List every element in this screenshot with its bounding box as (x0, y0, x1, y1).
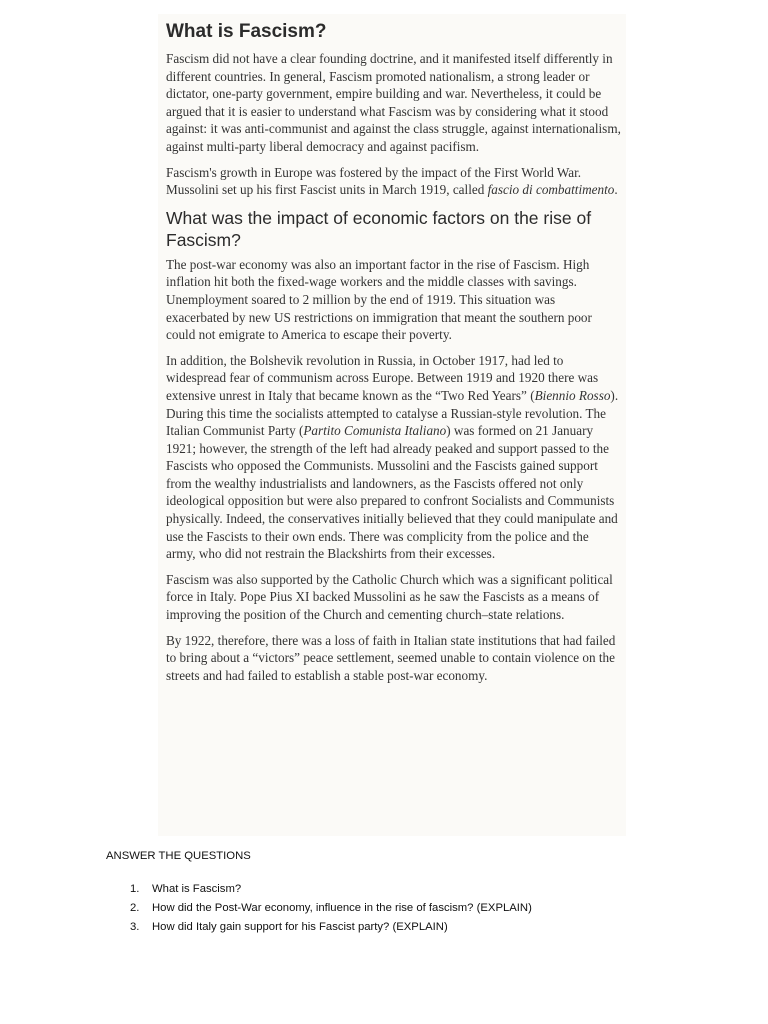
paragraph-loss-of-faith: By 1922, therefore, there was a loss of faith in Italian state institutions that had failed to bring about a “victors” peace settlement, seemed unable to contain violence on the streets and had failed to establish a stable post-war economy. (166, 632, 616, 683)
text-span: Fascism's growth in Europe was fostered by the impact of the First World War. Mussolini set up his first Fascist units in March 1919, called (166, 164, 582, 198)
section-heading-what-is-fascism: What is Fascism? (166, 21, 327, 42)
section-heading-economic-factors: What was the impact of economic factors on the rise of Fascism? (166, 207, 592, 250)
question-text: How did the Post-War economy, influence in the rise of fascism? (EXPLAIN) (152, 902, 532, 914)
paragraph-fascism-definition: Fascism did not have a clear founding doctrine, and it manifested itself differently in different countries. In general, Fascism promoted nationalism, a strong leader or dictator, one-party government, empire building and war. Nevertheless, it could be argued that it is easier to understand what Fascism was by considering what it stood against: it was anti-communist and against the class struggle, against internationalism, against multi-party liberal democracy and against pacifism. (166, 51, 621, 154)
paragraph-catholic-church: Fascism was also supported by the Catholic Church which was a significant political force in Italy. Pope Pius XI backed Mussolini as he saw the Fascists as a means of improving the position of the Church and cementing church–state relations. (166, 571, 613, 623)
question-number: 1. (130, 883, 140, 895)
italic-term: fascio di combattimento (487, 182, 615, 198)
question-item (130, 899, 666, 918)
text-span: ). During this time the socialists attempted to catalyse a Russian-style revolution. The Italian Communist Party ( (166, 387, 619, 439)
text-span: In addition, the Bolshevik revolution in Russia, in October 1917, had led to widespread fear of communism across Europe. Between 1919 and 1920 there was extensive unrest in Italy that became known as the “Two Red Years” ( (166, 352, 599, 403)
question-number: 3. (130, 921, 140, 933)
paragraph-fascism-growth (166, 164, 621, 199)
text-span: . (614, 182, 618, 198)
italic-term: Biennio Rosso (534, 387, 611, 403)
question-text: What is Fascism? (152, 883, 242, 895)
textbook-excerpt-content (166, 20, 621, 692)
questions-section (106, 848, 666, 937)
questions-list (106, 880, 666, 937)
text-span: ) was formed on 21 January 1921; however, the strength of the left had already peaked and support passed to the Fascists who opposed the Communists. Mussolini and the Fascists gained support from the wealthy industrialists and landowners, as the Fascists offered not only ideological opposition but were also prepared to confront Socialists and Communists physically. Indeed, the conservatives initially believed that they could manipulate and use the Fascists to their own ends. There was complicity from the police and the army, who did not restrain the Blackshirts from their excesses. (166, 423, 618, 562)
questions-header: ANSWER THE QUESTIONS (106, 850, 251, 862)
question-number: 2. (130, 902, 140, 914)
paragraph-bolshevik-revolution (166, 352, 621, 563)
question-item (130, 880, 666, 899)
textbook-excerpt-image (158, 14, 626, 836)
paragraph-post-war-economy: The post-war economy was also an important factor in the rise of Fascism. High inflation hit both the fixed-wage workers and the middle classes with savings. Unemployment soared to 2 million by the end of 1919. This situation was exacerbated by new US restrictions on immigration that meant the southern poor could not emigrate to America to escape their poverty. (166, 256, 592, 343)
italic-term: Partito Comunista Italiano (303, 423, 447, 439)
question-text: How did Italy gain support for his Fascist party? (EXPLAIN) (152, 921, 448, 933)
question-item (130, 918, 666, 937)
